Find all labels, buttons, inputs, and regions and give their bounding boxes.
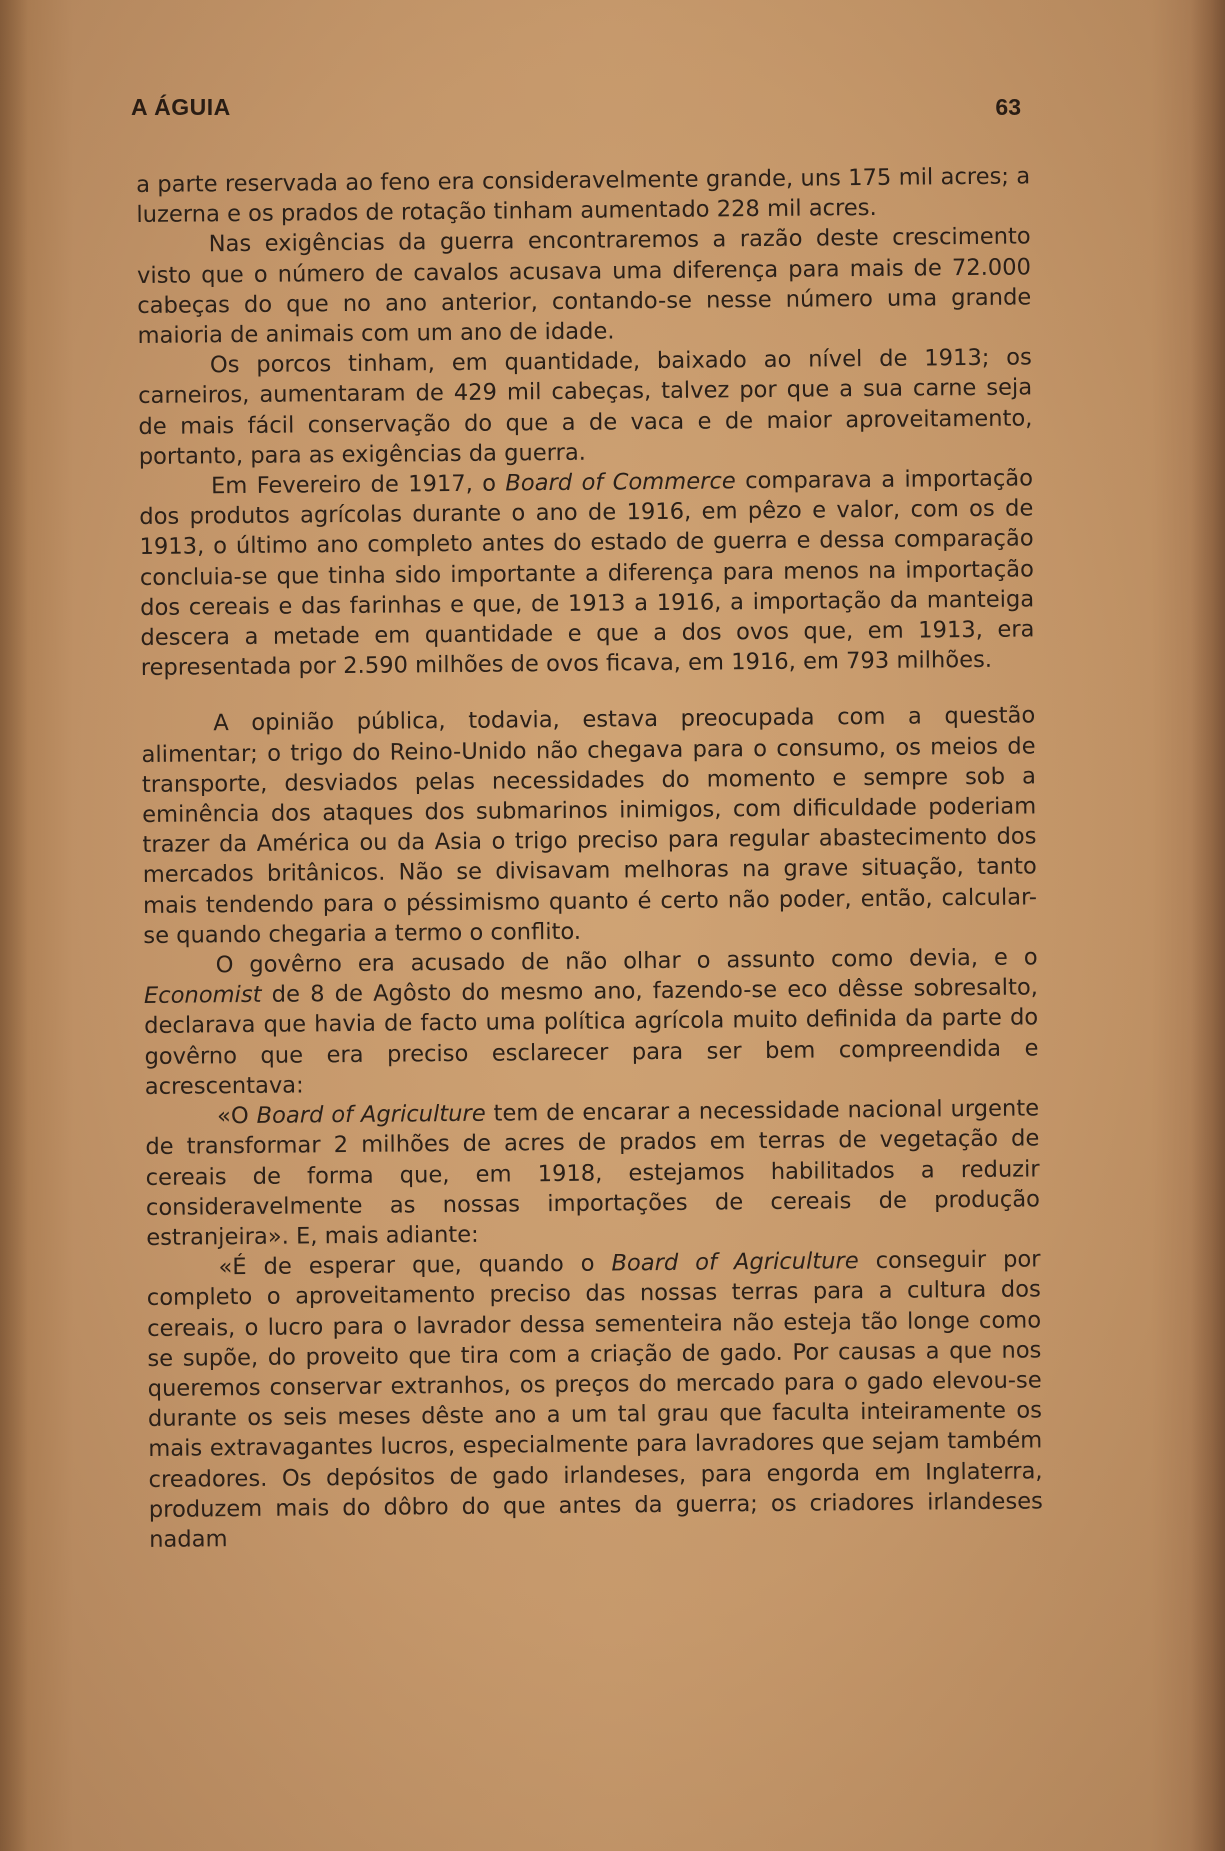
paragraph-8-quote	[146, 1244, 1043, 1555]
paragraph-6-italic: Economist	[143, 982, 262, 1010]
paragraph-4	[139, 463, 1035, 683]
paragraph-8-text-a: «É de esperar que, quando o	[218, 1250, 612, 1281]
paragraph-5: A opinião pública, todavia, estava preocupada com a questão alimentar; o trigo do Reino-Unido não chegava para o consumo, os meios de transporte, desviados pelas necessidades do momento e sempre sob a eminência dos ataques dos submarinos inimigos, com dificuldade poderiam trazer da América ou da Asia o trigo preciso para regular abastecimento dos mercados britânicos. Não se divisavam melhoras na grave situação, tanto mais tendendo para o péssimismo quanto é certo não poder, então, calcular-se quando chegaria a termo o conflito.	[141, 702, 1038, 949]
paragraph-1: a parte reservada ao feno era consideravelmente grande, uns 175 mil acres; a luzerna e os prados de rotação tinham aumentado 228 mil acres.	[136, 163, 1031, 229]
paragraph-4-text-b: comparava a importação dos produtos agrícolas durante o ano de 1916, em pêzo e valor, com os de 1913, o último ano completo antes do estado de guerra e dessa comparação concluia-se que tinha sido importante a diferença para menos na importação dos cereais e das farinhas e que, de 1913 a 1916, a importação da manteiga descera a metade em quantidade e que a dos ovos que, em 1913, era representada por 2.590 milhões de ovos ficava, em 1916, em 793 milhões.	[139, 465, 1035, 682]
paragraph-6	[143, 942, 1038, 1102]
paragraph-6-text-a: O govêrno era acusado de não olhar o assunto como devia, e o	[215, 944, 1038, 979]
paragraph-4-text-a: Em Fevereiro de 1917, o	[210, 470, 506, 500]
paragraph-7-quote	[145, 1093, 1040, 1253]
running-header	[131, 94, 1021, 124]
paragraph-7-text-a: «O	[216, 1102, 257, 1130]
page-number: 63	[995, 94, 1021, 120]
paragraph-3: Os porcos tinham, em quantidade, baixado ao nível de 1913; os carneiros, aumentaram de 429 mil cabeças, talvez por que a sua carne seja de mais fácil conservação do que a de vaca e de maior aproveitamento, portanto, para as exigências da guerra.	[138, 344, 1033, 470]
paragraph-6-text-b: de 8 de Agôsto do mesmo ano, fazendo-se eco dêsse sobresalto, declarava que havia de facto uma política agrícola muito definida da parte do govêrno que era preciso esclarecer para ser bem compreendida e acrescentava:	[144, 974, 1039, 1100]
paragraph-2: Nas exigências da guerra encontraremos a razão deste crescimento visto que o número de cavalos acusava uma diferença para mais de 72.000 cabeças do que no ano anterior, contando-se nesse número uma grande maioria de animais com um ano de idade.	[136, 223, 1032, 350]
paragraph-8-italic: Board of Agriculture	[611, 1248, 859, 1277]
journal-title: A ÁGUIA	[131, 94, 231, 120]
paragraph-8-text-b: conseguir por completo o aproveitamento preciso das nossas terras para a cultura dos cereais, o lucro para o lavrador dessa sementeira não esteja tão longe como se supõe, do proveito que tira com a criação de gado. Por causas a que nos queremos conservar extranhos, os preços do mercado para o gado elevou-se durante os seis meses dêste ano a um tal grau que faculta inteiramente os mais extravagantes lucros, especialmente para lavradores que sejam também creadores. Os depósitos de gado irlandeses, para engorda em Inglaterra, produzem mais do dôbro do que antes da guerra; os criadores irlandeses nadam	[146, 1246, 1043, 1553]
page-edge-shadow-left	[0, 0, 28, 1851]
paragraph-7-text-b: tem de encarar a necessidade nacional urgente de transformar 2 milhões de acres de prados em terras de vegetação de cereais de forma que, em 1918, estejamos habilitados a reduzir consideravelmente as nossas importações de cereais de produção estranjeira». E, mais adiante:	[145, 1095, 1041, 1251]
body-text	[136, 161, 1043, 1555]
paragraph-7-italic: Board of Agriculture	[256, 1100, 486, 1129]
page-edge-shadow-right	[1191, 0, 1225, 1851]
paragraph-4-italic: Board of Commerce	[505, 468, 736, 497]
